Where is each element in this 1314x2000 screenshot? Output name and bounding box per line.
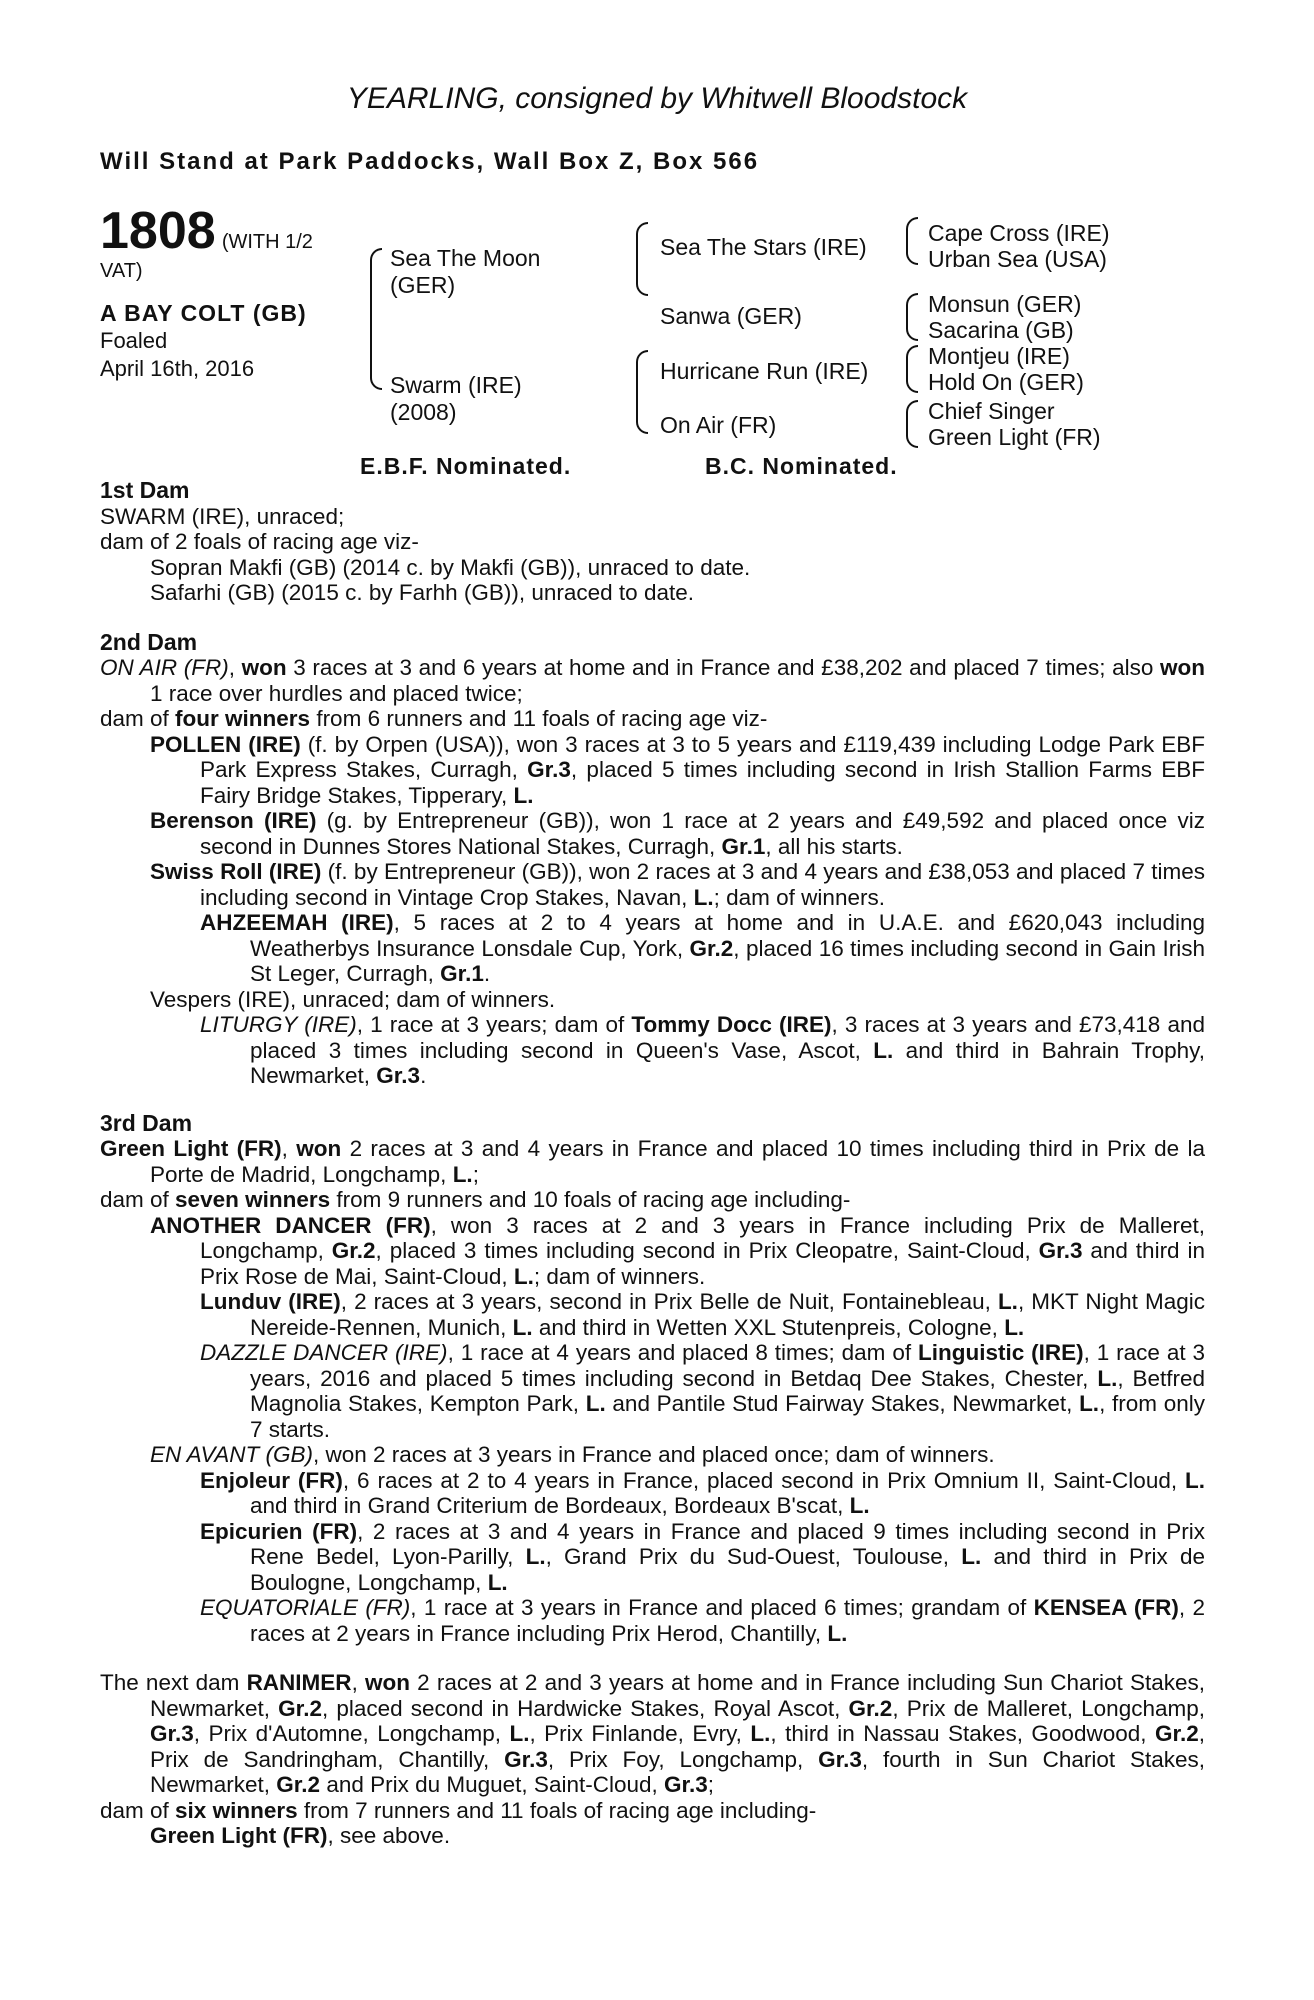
first-dam-line: SWARM (IRE), unraced; [100,503,345,529]
text: , 1 race at 3 years, 2016 and placed 5 times including second in Betdaq Dee Stakes, Chester, [250,1340,1205,1391]
produce-entry [100,859,1205,910]
text: from 9 runners and 10 foals of racing age including- [330,1187,851,1212]
grade: Gr.3 [664,1772,708,1797]
won-text: won [1160,655,1206,680]
dam-label: Swarm (IRE) [390,372,522,398]
grade: L. [827,1620,848,1646]
ped-sd: Sanwa (GER) [660,303,802,329]
produce-entry [100,1289,1205,1340]
bc-nominated: B.C. Nominated. [705,453,898,479]
produce-entry [100,1519,1205,1596]
second-dam-heading: 2nd Dam [100,628,198,655]
grade: L. [1097,1365,1118,1391]
vat-note-b: VAT) [100,260,143,282]
dam-name: Green Light (FR) [100,1136,282,1161]
produce-entry [100,732,1205,809]
grade: Gr.2 [848,1695,893,1721]
grade: Gr.3 [527,757,571,782]
ped-dds: Chief Singer [928,398,1055,424]
text: and Prix du Muguet, Saint-Cloud, [320,1772,665,1797]
horse-name: Tommy Docc (IRE) [631,1012,832,1037]
foaled-date: April 16th, 2016 [100,356,255,381]
ss-brace [906,217,918,265]
grade: L. [452,1161,473,1187]
won-text: won [296,1136,342,1161]
grade: L. [1185,1467,1205,1493]
text: , won 2 races at 3 years in France and placed once; dam of winners. [312,1442,995,1467]
text: ; dam of winners. [533,1263,706,1289]
grade: Gr.2 [1154,1721,1199,1746]
horse-name: Linguistic (IRE) [917,1340,1084,1365]
ped-ss: Sea The Stars (IRE) [660,234,867,260]
spacer [100,1646,1205,1670]
text: , Prix Finlande, Evry, [529,1721,751,1746]
grade: L. [525,1544,546,1569]
horse-name: Green Light (FR) [150,1823,328,1848]
text: , won 3 races at 2 and 3 years in France including Prix de Malleret, Longchamp, [200,1212,1205,1263]
sire-country: (GER) [390,272,456,298]
text: , 6 races at 2 to 4 years in France, placed second in Prix Omnium II, Saint-Cloud, [342,1467,1185,1493]
grade: Gr.1 [440,961,484,986]
produce-entry [100,1595,1205,1646]
grade: L. [585,1391,606,1416]
third-dam-produce [100,1187,1205,1213]
ped-ssd: Urban Sea (USA) [928,246,1107,272]
won-text: won [241,655,287,680]
text: . [420,1063,427,1088]
grade: Gr.2 [278,1695,322,1721]
grade: Gr.3 [504,1746,548,1772]
text: dam of [100,706,176,731]
grade: L. [513,1263,534,1289]
text: (f. by Entrepreneur (GB)), won 2 races at 3 and 4 years and £38,053 and placed 7 times including second in Vintage Crop Stakes, Navan, [200,859,1205,910]
second-dam-produce [100,706,1205,732]
won-text: won [364,1670,410,1695]
ped-ddd: Green Light (FR) [928,424,1101,450]
text: , 2 races at 3 and 4 years in France and placed 9 times including second in Prix Rene Bedel, Lyon-Parilly, [250,1518,1205,1569]
text: , 5 races at 2 to 4 years at home and in U.A.E. and £620,043 including Weatherbys Insurance Lonsdale Cup, York, [250,910,1205,961]
third-dam-record [100,1136,1205,1187]
produce-entry [100,1213,1205,1290]
text: 1 race over hurdles and placed twice; [150,680,523,706]
text: dam of [100,1797,176,1823]
text: , placed 3 times including second in Prix Cleopatre, Saint-Cloud, [375,1238,1039,1263]
foaled-label: Foaled [100,328,168,353]
sire-dam-brace [370,248,382,390]
first-dam-foal: Safarhi (GB) (2015 c. by Farhh (GB)), unraced to date. [150,580,694,605]
produce-entry [100,1823,1205,1849]
next-dam-produce [100,1798,1205,1824]
text: 2 races at 2 and 3 years at home and in France including Sun Chariot Stakes, Newmarket, [150,1670,1205,1721]
page-title: YEARLING, consigned by Whitwell Bloodstock [346,82,968,115]
text: and third in Wetten XXL Stutenpreis, Cologne, [532,1314,1005,1340]
text: and third in Grand Criterium de Bordeaux, Bordeaux B'scat, [250,1493,850,1518]
dam-name [390,372,522,426]
text: (f. by Orpen (USA)), won 3 races at 3 to 5 years and £119,439 including Lodge Park EBF Park Express Stakes, Curragh, [200,731,1205,782]
grade: L. [1079,1391,1100,1416]
sire-name [390,245,540,299]
grade: Gr.3 [376,1063,421,1088]
lot-number: 1808 [100,202,216,260]
grade: Gr.2 [689,935,734,961]
winners-count: four winners [175,706,311,731]
grade: L. [849,1493,870,1518]
text: , [281,1136,297,1161]
grade: L. [509,1721,530,1746]
grade: L. [750,1721,771,1746]
dam-name: RANIMER [246,1670,352,1695]
horse-name: Lunduv (IRE) [200,1289,341,1314]
produce-entry [100,1340,1205,1442]
first-dam-heading: 1st Dam [100,477,190,503]
horse-name: DAZZLE DANCER (IRE) [200,1340,448,1365]
text: , Grand Prix du Sud-Ouest, Toulouse, [545,1544,962,1569]
text: , placed second in Hardwicke Stakes, Royal Ascot, [321,1695,849,1721]
produce-entry [100,1442,1205,1468]
dam-name: ON AIR (FR) [100,655,229,680]
text: , Prix Foy, Longchamp, [547,1746,819,1772]
text: 3 races at 3 and 6 years at home and in France and £38,202 and placed 7 times; also [286,655,1161,680]
horse-name: EN AVANT (GB) [150,1442,313,1467]
text: , fourth in Sun Chariot Stakes, Newmarket, [150,1746,1205,1797]
grade: Gr.3 [1038,1238,1083,1263]
text: , 1 race at 3 years; dam of [356,1012,632,1037]
text: , 2 races at 3 years, second in Prix Belle de Nuit, Fontainebleau, [340,1289,998,1314]
sire-label: Sea The Moon [390,245,541,271]
lot-block [100,202,360,383]
text: , third in Nassau Stakes, Goodwood, [770,1721,1155,1746]
ped-sdd: Sacarina (GB) [928,317,1074,343]
text: ; [707,1772,715,1797]
horse-name: POLLEN (IRE) [150,731,301,757]
grade: Gr.2 [276,1772,321,1797]
ped-ds: Hurricane Run (IRE) [660,358,869,384]
text: ; dam of winners. [713,884,885,910]
dam-year: (2008) [390,399,457,425]
ped-dd: On Air (FR) [660,412,777,438]
text: , Betfred Magnolia Stakes, Kempton Park, [250,1365,1206,1416]
grade: Gr.1 [721,833,766,859]
dam-brace [636,350,648,434]
grade: L. [961,1544,982,1569]
text: , [351,1670,365,1695]
first-dam-line: dam of 2 foals of racing age viz- [100,529,419,554]
family-text [100,478,1205,1849]
ds-brace [906,345,918,393]
text: and Pantile Stud Fairway Stakes, Newmarket, [605,1391,1080,1416]
produce-entry [100,910,1205,987]
grade: Gr.3 [818,1746,862,1772]
text: from 7 runners and 11 foals of racing age including- [297,1797,817,1823]
text: 2 races at 3 and 4 years in France and placed 10 times including third in Prix de la Porte de Madrid, Longchamp, [150,1136,1205,1187]
ped-sss: Cape Cross (IRE) [928,220,1110,246]
horse-name: Enjoleur (FR) [200,1467,343,1493]
vat-note-a: (WITH 1/2 [221,231,313,253]
grade: L. [513,782,534,808]
next-dam-record [100,1670,1205,1798]
produce-entry [100,1468,1205,1519]
text: , placed 16 times including second in Gain Irish St Leger, Curragh, [250,935,1205,986]
horse-name: AHZEEMAH (IRE) [200,910,394,935]
sire-brace [636,222,648,296]
ebf-nominated: E.B.F. Nominated. [360,453,572,479]
text: . [483,961,491,986]
location-line: Will Stand at Park Paddocks, Wall Box Z, Box 566 [100,148,760,175]
third-dam-heading: 3rd Dam [100,1109,193,1136]
horse-name: Berenson (IRE) [150,808,317,833]
dd-brace [906,400,918,448]
grade: L. [487,1569,508,1595]
grade: Gr.2 [331,1238,376,1263]
text: , 2 races at 2 years in France including Prix Herod, Chantilly, [250,1595,1205,1646]
sd-brace [906,293,918,341]
produce-entry [100,808,1205,859]
ped-dss: Montjeu (IRE) [928,343,1070,369]
text: , all his starts. [765,833,903,859]
lot-name: A BAY COLT (GB) [100,300,307,326]
ped-sds: Monsun (GER) [928,291,1082,317]
text: , 1 race at 4 years and placed 8 times; dam of [447,1340,918,1365]
first-dam-foal: Sopran Makfi (GB) (2014 c. by Makfi (GB)), unraced to date. [150,554,751,580]
winners-count: seven winners [175,1187,331,1212]
horse-name: LITURGY (IRE) [200,1012,357,1037]
text: ; [472,1161,479,1187]
grade: Gr.3 [150,1721,194,1746]
grade: L. [873,1037,894,1063]
horse-name: EQUATORIALE (FR) [200,1595,411,1620]
text: , 1 race at 3 years in France and placed 6 times; grandam of [410,1595,1034,1620]
text: and third in Prix Rose de Mai, Saint-Cloud, [200,1238,1205,1289]
horse-name: Swiss Roll (IRE) [150,859,322,884]
text: , [228,655,242,680]
text: (g. by Entrepreneur (GB)), won 1 race at 2 years and £49,592 and placed once viz second in Dunnes Stores National Stakes, Curragh, [200,808,1205,859]
text: , Prix de Sandringham, Chantilly, [150,1721,1205,1772]
produce-entry: Vespers (IRE), unraced; dam of winners. [150,986,556,1012]
text: , placed 5 times including second in Irish Stallion Farms EBF Fairy Bridge Stakes, Tipperary, [200,757,1205,808]
horse-name: Epicurien (FR) [200,1518,358,1544]
text: , from only 7 starts. [250,1391,1205,1442]
text: and third in Bahrain Trophy, Newmarket, [250,1037,1206,1088]
text: , MKT Night Magic Nereide-Rennen, Munich, [250,1289,1206,1340]
winners-count: six winners [175,1797,298,1823]
text: , Prix de Malleret, Longchamp, [892,1695,1205,1721]
text: , 3 races at 3 years and £73,418 and placed 3 times including second in Queen's Vase, Ascot, [250,1012,1205,1063]
text: , Prix d'Automne, Longchamp, [193,1721,510,1746]
produce-entry [100,1012,1205,1089]
horse-name: ANOTHER DANCER (FR) [150,1212,431,1238]
horse-name: KENSEA (FR) [1033,1595,1179,1620]
ped-dsd: Hold On (GER) [928,369,1084,395]
grade: L. [1004,1314,1025,1340]
text: , see above. [327,1823,451,1848]
text: The next dam [100,1670,247,1695]
second-dam-record [100,655,1205,706]
text: and third in Prix de Boulogne, Longchamp, [250,1544,1205,1595]
text: dam of [100,1187,176,1212]
grade: L. [693,884,714,910]
text: from 6 runners and 11 foals of racing age viz- [310,706,768,731]
grade: L. [512,1314,533,1340]
grade: L. [997,1289,1018,1314]
